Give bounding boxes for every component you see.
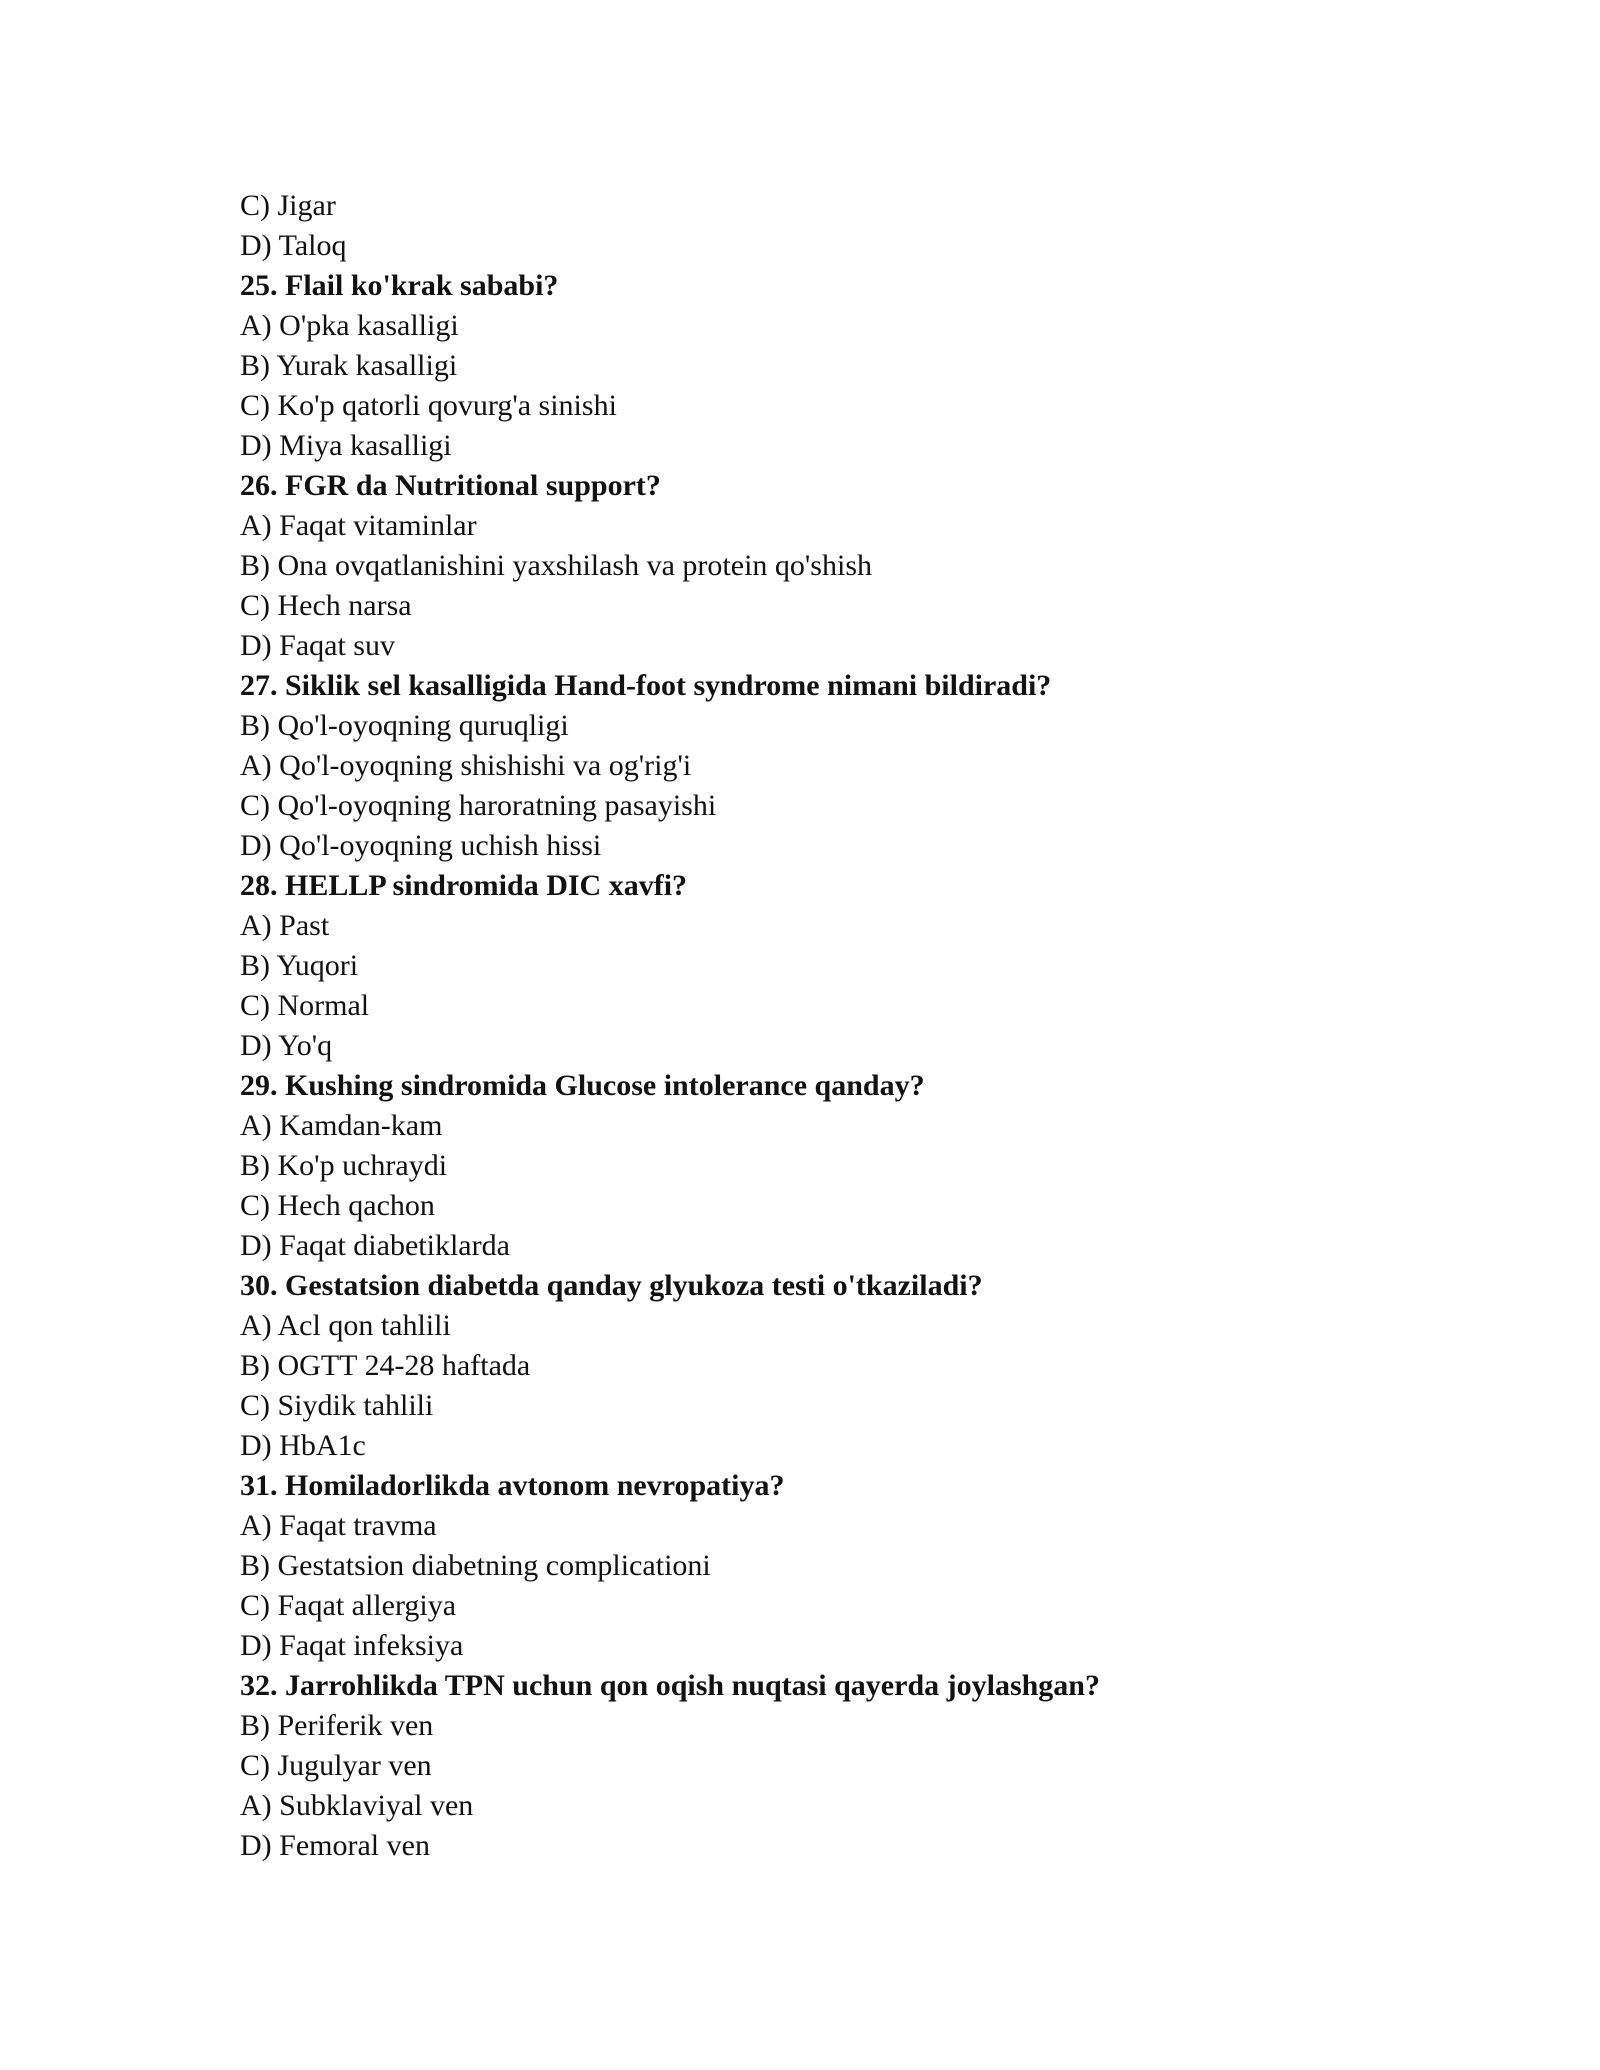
quiz-content	[240, 186, 1440, 1866]
option-line: C) Hech narsa	[240, 589, 412, 622]
option-line: A) Acl qon tahlili	[240, 1309, 451, 1342]
question-27-title: 27. Siklik sel kasalligida Hand-foot syndrome nimani bildiradi?	[240, 669, 1052, 702]
option-line: A) Kamdan-kam	[240, 1109, 443, 1142]
option-line: B) OGTT 24-28 haftada	[240, 1349, 531, 1382]
option-line: D) Faqat suv	[240, 629, 395, 662]
option-line: C) Qo'l-oyoqning haroratning pasayishi	[240, 789, 717, 822]
option-line: A) Faqat travma	[240, 1509, 437, 1542]
option-line: D) Faqat infeksiya	[240, 1629, 464, 1662]
option-line: C) Normal	[240, 989, 370, 1022]
question-28-title: 28. HELLP sindromida DIC xavfi?	[240, 869, 688, 902]
option-line: C) Faqat allergiya	[240, 1589, 457, 1622]
option-line: A) Subklaviyal ven	[240, 1789, 474, 1822]
option-line: B) Qo'l-oyoqning quruqligi	[240, 709, 569, 742]
option-line: A) O'pka kasalligi	[240, 309, 459, 342]
option-line: B) Ona ovqatlanishini yaxshilash va protein qo'shish	[240, 549, 872, 582]
question-26-title: 26. FGR da Nutritional support?	[240, 469, 661, 502]
question-32-title: 32. Jarrohlikda TPN uchun qon oqish nuqtasi qayerda joylashgan?	[240, 1669, 1100, 1702]
question-30-title: 30. Gestatsion diabetda qanday glyukoza testi o'tkaziladi?	[240, 1269, 983, 1302]
option-line: C) Ko'p qatorli qovurg'a sinishi	[240, 389, 617, 422]
option-line: D) Femoral ven	[240, 1829, 430, 1862]
option-line: D) HbA1c	[240, 1429, 366, 1462]
option-line: A) Qo'l-oyoqning shishishi va og'rig'i	[240, 749, 692, 782]
option-line: C) Hech qachon	[240, 1189, 435, 1222]
option-line: B) Ko'p uchraydi	[240, 1149, 448, 1182]
option-line: D) Yo'q	[240, 1029, 333, 1062]
option-line: D) Faqat diabetiklarda	[240, 1229, 510, 1262]
option-line: D) Taloq	[240, 229, 347, 262]
option-line: D) Qo'l-oyoqning uchish hissi	[240, 829, 602, 862]
option-line: B) Yurak kasalligi	[240, 349, 458, 382]
option-line: C) Jugulyar ven	[240, 1749, 432, 1782]
question-29-title: 29. Kushing sindromida Glucose intolerance qanday?	[240, 1069, 925, 1102]
option-line: A) Past	[240, 909, 330, 942]
option-line: C) Siydik tahlili	[240, 1389, 434, 1422]
option-line: B) Periferik ven	[240, 1709, 434, 1742]
option-line: C) Jigar	[240, 189, 336, 222]
question-31-title: 31. Homiladorlikda avtonom nevropatiya?	[240, 1469, 785, 1502]
option-line: A) Faqat vitaminlar	[240, 509, 477, 542]
option-line: B) Yuqori	[240, 949, 359, 982]
option-line: D) Miya kasalligi	[240, 429, 452, 462]
option-line: B) Gestatsion diabetning complicationi	[240, 1549, 711, 1582]
question-25-title: 25. Flail ko'krak sababi?	[240, 269, 559, 302]
